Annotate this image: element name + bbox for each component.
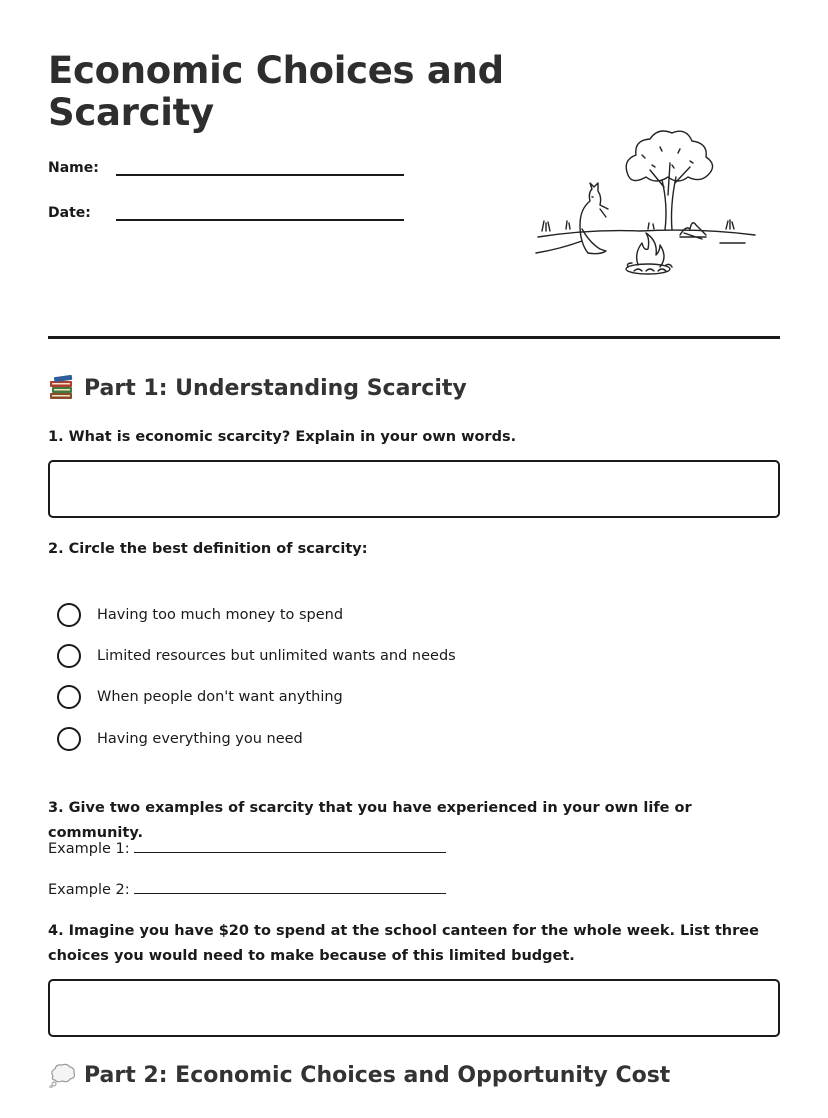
name-field bbox=[48, 160, 116, 176]
q2-option-4-label: Having everything you need bbox=[97, 731, 303, 747]
books-icon bbox=[48, 375, 76, 401]
part2-heading-text: Part 2: Economic Choices and Opportunity Cost bbox=[84, 1062, 671, 1088]
q2-option-2-label: Limited resources but unlimited wants and needs bbox=[97, 648, 456, 664]
q3-example-1-label: Example 1: bbox=[48, 841, 130, 857]
date-field bbox=[48, 205, 116, 221]
q2-option-1-label: Having too much money to spend bbox=[97, 607, 344, 623]
q2-option-3[interactable] bbox=[57, 685, 343, 709]
section-divider bbox=[48, 336, 780, 339]
date-line[interactable] bbox=[116, 219, 404, 221]
q2-option-4[interactable] bbox=[57, 727, 303, 751]
kangaroo-tree-campfire-illustration bbox=[530, 125, 760, 280]
date-label: Date: bbox=[48, 205, 91, 221]
question-2: 2. Circle the best definition of scarcity: bbox=[48, 541, 368, 557]
thought-bubble-icon bbox=[48, 1062, 76, 1088]
part2-heading bbox=[48, 1062, 670, 1088]
option-circle-icon[interactable] bbox=[57, 644, 81, 668]
question-3: 3. Give two examples of scarcity that you have experienced in your own life or community. bbox=[48, 800, 692, 841]
q3-example-2 bbox=[48, 879, 446, 898]
q3-example-2-label: Example 2: bbox=[48, 882, 130, 898]
q2-option-1[interactable] bbox=[57, 603, 343, 627]
worksheet-title: Economic Choices and Scarcity bbox=[48, 49, 504, 134]
q3-example-1-blank[interactable] bbox=[134, 838, 446, 853]
part1-heading-text: Part 1: Understanding Scarcity bbox=[84, 375, 467, 401]
name-line[interactable] bbox=[116, 174, 404, 176]
question-1-answer-box[interactable] bbox=[48, 460, 780, 518]
question-1: 1. What is economic scarcity? Explain in your own words. bbox=[48, 429, 517, 445]
q3-example-2-blank[interactable] bbox=[134, 879, 446, 894]
option-circle-icon[interactable] bbox=[57, 727, 81, 751]
q3-example-1 bbox=[48, 838, 446, 857]
option-circle-icon[interactable] bbox=[57, 603, 81, 627]
q2-option-3-label: When people don't want anything bbox=[97, 689, 343, 705]
q2-option-2[interactable] bbox=[57, 644, 456, 668]
part1-heading bbox=[48, 375, 467, 401]
question-4-answer-box[interactable] bbox=[48, 979, 780, 1037]
name-label: Name: bbox=[48, 160, 99, 176]
option-circle-icon[interactable] bbox=[57, 685, 81, 709]
question-4: 4. Imagine you have $20 to spend at the school canteen for the whole week. List three choices you would need to make because of this limited budget. bbox=[48, 923, 759, 964]
